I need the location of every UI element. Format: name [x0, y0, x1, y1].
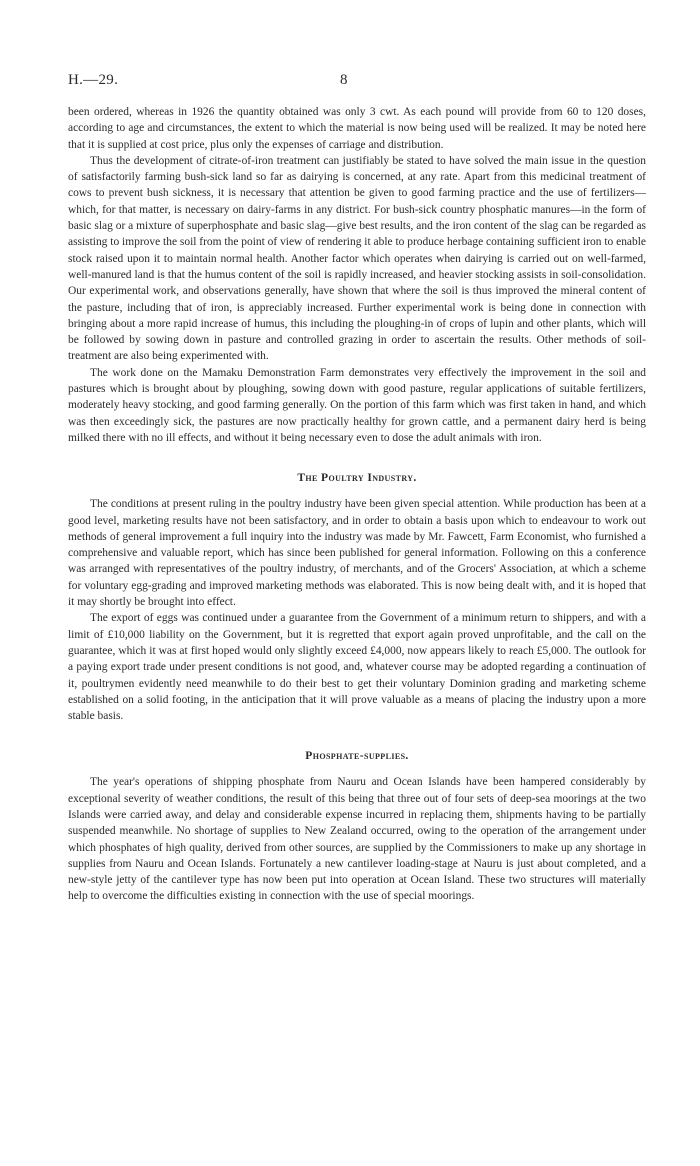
paragraph: Thus the development of citrate-of-iron treatment can justifiably be stated to have solved the main issue in the question of satisfactorily farming bush-sick land so far as dairying is concerned, at any rate. Apart from this medicinal treatment of cows to prevent bush sickness, it is necessary that attention be given to good farming practice and the use of fertilizers—which, for that matter, is necessary on dairy-farms in any district. For bush-sick country phosphatic manures—in the form of basic slag or a mixture of superphosphate and basic slag—give best results, and the iron content of the slag can be regarded as assisting to improve the soil from the point of view of rendering it able to produce herbage containing sufficient iron to enable stock raised upon it to maintain normal health. Another factor which operates when dairying is carried out on well-farmed, well-manured land is that the humus content of the soil is rapidly increased, and heavier stocking assists in soil-consolidation. Our experimental work, and observations generally, have shown that where the soil is thus improved the mineral content of the pasture, including that of iron, is appreciably increased. Further experimental work is being done in connection with bringing about a more rapid increase of humus, this including the ploughing-in of crops of lupin and other plants, which will be followed by sowing down in pasture and controlled grazing in order to ascertain the results. Other methods of soil-treatment are also being experimented with.: [68, 154, 646, 363]
paragraph: The conditions at present ruling in the poultry industry have been given special attention. While production has been at a good level, marketing results have not been satisfactory, and in order to obtain a basis upon which to endeavour to work out methods of general improvement a full inquiry into the industry was made by Mr. Fawcett, Farm Economist, who furnished a comprehensive and valuable report, which has since been published for general information. Following on this a conference was arranged with representatives of the poultry industry, of merchants, and of the Grocers' Association, at which a scheme for voluntary egg-grading and improved marketing methods was elaborated. This is now being dealt with, and it is hoped that it may shortly be brought into effect.: [68, 498, 646, 609]
section-heading: Phosphate-supplies.: [305, 750, 409, 763]
paragraph: The year's operations of shipping phosphate from Nauru and Ocean Islands have been hampered considerably by exceptional severity of weather conditions, the result of this being that three out of four sets of deep-sea moorings at the two Islands were carried away, and delay and considerable expense incurred in replacing them, shipments having to be partially suspended meanwhile. No shortage of supplies to New Zealand occurred, owing to the operation of the arrangement under which phosphates of high quality, derived from other sources, are supplied by the Commissioners to make up any shortage in supplies from Nauru and Ocean Islands. Fortunately a new cantilever loading-stage at Nauru is just about completed, and a new-style jetty of the cantilever type has now been put into operation at Ocean Island. These two structures will materially help to overcome the difficulties existing in connection with the use of special moorings.: [68, 776, 646, 903]
document-page: [68, 72, 646, 905]
paragraph: The work done on the Mamaku Demonstration Farm demonstrates very effectively the improvement in the soil and pastures which is brought about by ploughing, sowing down with good pasture, regular applications of suitable fertilizers, moderately heavy stocking, and good farming generally. On the portion of this farm which was first taken in hand, and which was then exceedingly sick, the pastures are now practically healthy for grown cattle, and a permanent dairy herd is being milked there with no ill effects, and without it being necessary even to dose the adult animals with iron.: [68, 366, 646, 444]
page-number: 8: [340, 72, 348, 88]
paragraph: The export of eggs was continued under a guarantee from the Government of a minimum return to shippers, and with a limit of £10,000 liability on the Government, but it is regretted that export again proved unprofitable, and the call on the guarantee, which it was at first hoped would only slightly exceed £4,000, now appears likely to reach £5,000. The outlook for a paying export trade under present conditions is not good, and, whatever course may be adopted regarding a continuation of it, poultrymen evidently need meanwhile to do their best to get their voluntary Dominion grading and marketing scheme established on a solid footing, in the anticipation that it will prove valuable as a means of placing the industry upon a more stable basis.: [68, 612, 646, 723]
paragraph: been ordered, whereas in 1926 the quantity obtained was only 3 cwt. As each pound will provide from 60 to 120 doses, according to age and circumstances, the extent to which the material is now being used will be realized. It may be noted here that it is supplied at cost price, plus only the expenses of carriage and distribution.: [68, 106, 646, 151]
intro-section: [68, 104, 646, 446]
phosphate-section: [68, 750, 646, 904]
section-heading: The Poultry Industry.: [297, 472, 417, 485]
document-code: H.—29.: [68, 72, 119, 88]
page-header: [68, 72, 646, 94]
poultry-section: [68, 472, 646, 724]
